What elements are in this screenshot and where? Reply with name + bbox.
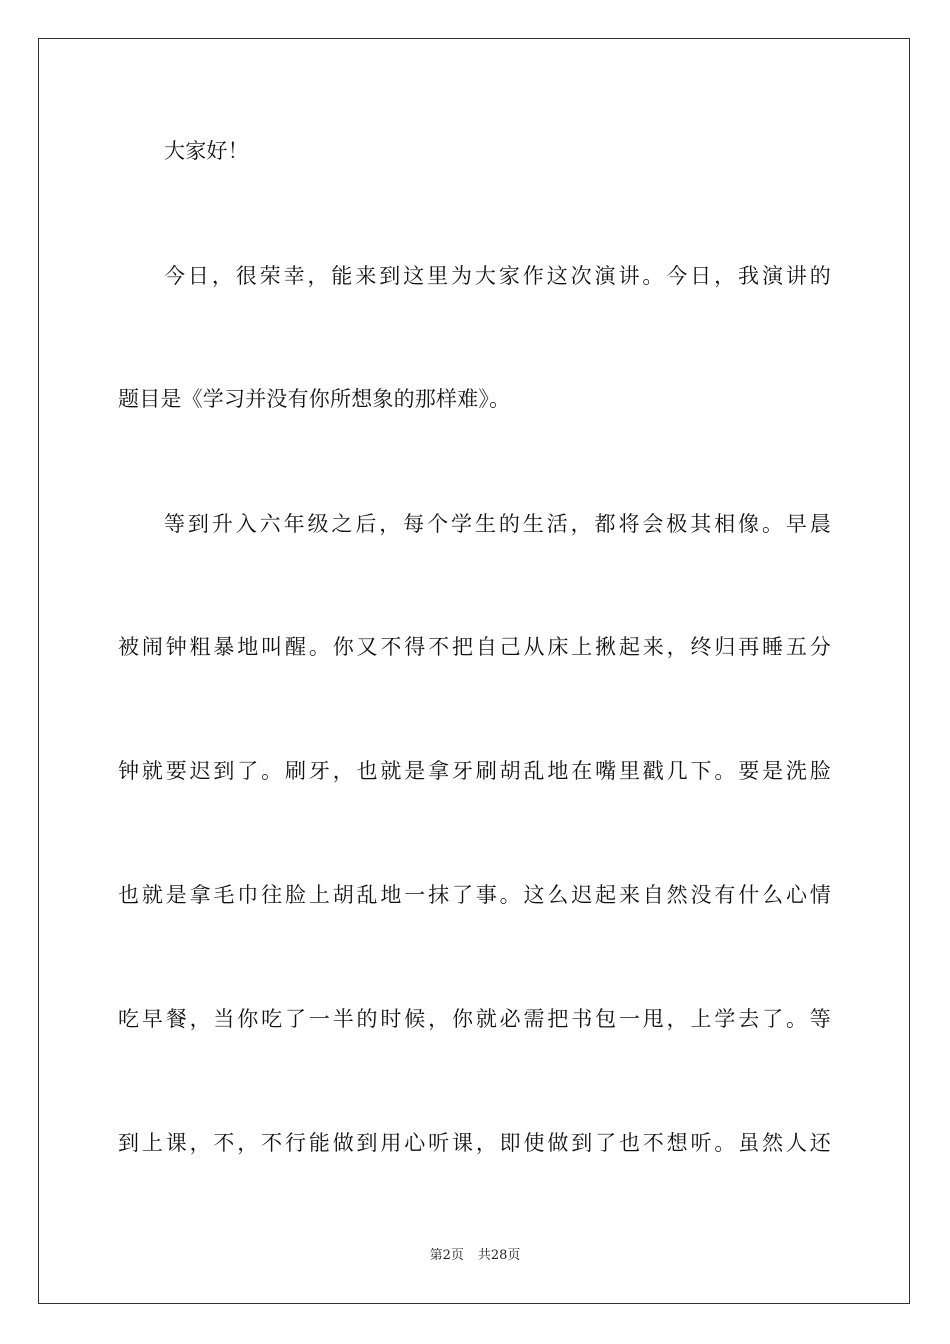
- greeting-line: 大家好！: [164, 139, 249, 163]
- paragraph-2-line-5: 吃早餐，当你吃了一半的时候，你就必需把书包一甩，上学去了。等: [118, 1007, 831, 1031]
- page-number: 第2页: [429, 1248, 464, 1263]
- paragraph-2-line-2: 被闹钟粗暴地叫醒。你又不得不把自己从床上揪起来，终归再睡五分: [118, 635, 831, 659]
- paragraph-2-line-3: 钟就要迟到了。刷牙，也就是拿牙刷胡乱地在嘴里戳几下。要是洗脸: [118, 759, 831, 783]
- page-total: 共28页: [477, 1248, 521, 1263]
- paragraph-1-line-1: 今日，很荣幸，能来到这里为大家作这次演讲。今日，我演讲的: [164, 264, 831, 288]
- page-footer: [0, 1247, 950, 1265]
- paragraph-2-line-4: 也就是拿毛巾往脸上胡乱地一抹了事。这么迟起来自然没有什么心情: [118, 883, 831, 907]
- page-border: [38, 38, 910, 1304]
- paragraph-2-line-1: 等到升入六年级之后，每个学生的生活，都将会极其相像。早晨: [164, 512, 831, 536]
- paragraph-1-line-2: 题目是《学习并没有你所想象的那样难》。: [118, 387, 511, 411]
- paragraph-2-line-6: 到上课，不，不行能做到用心听课，即使做到了也不想听。虽然人还: [118, 1131, 831, 1155]
